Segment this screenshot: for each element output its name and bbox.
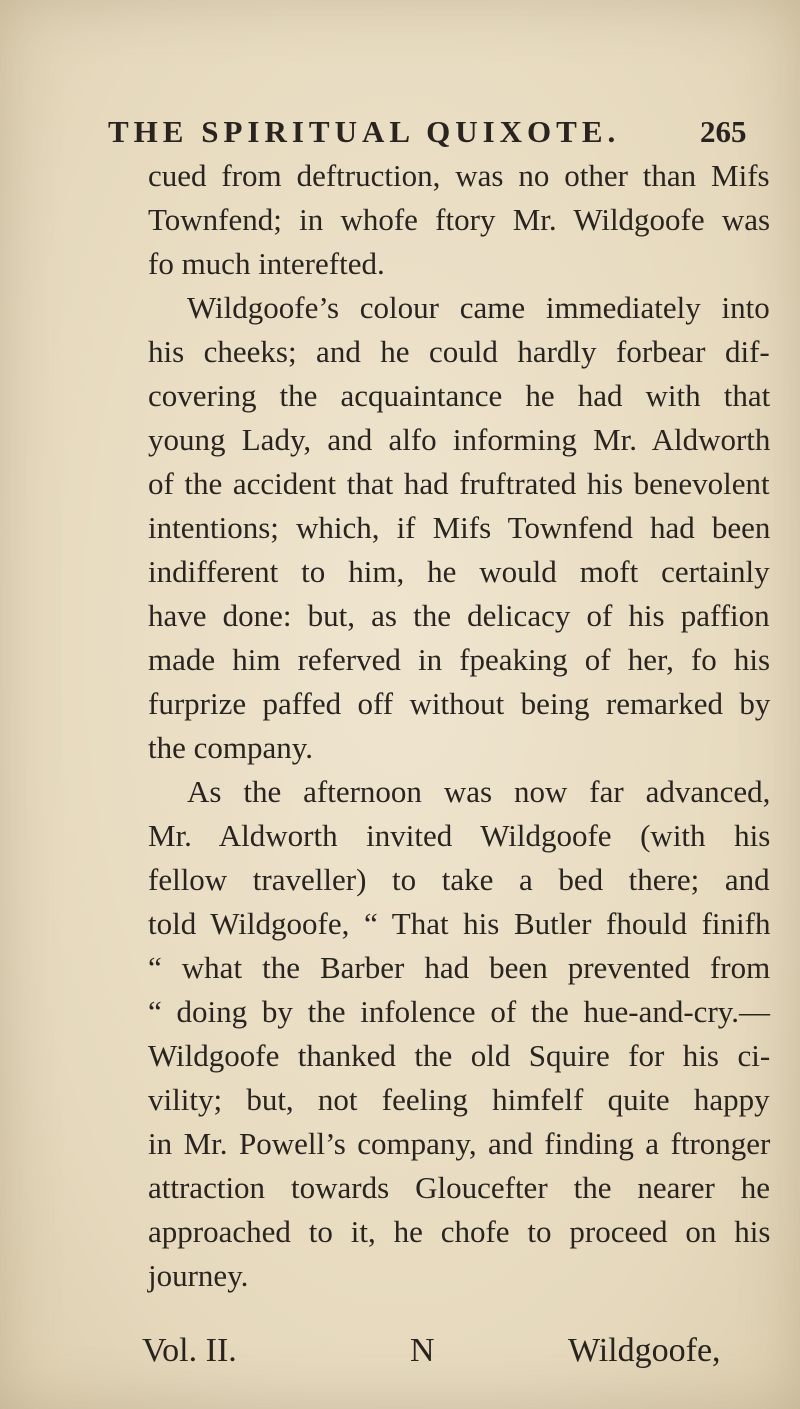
- text-line: As the afternoon was now far advanced,: [187, 774, 771, 809]
- text-line: the company.: [148, 730, 313, 765]
- text-line: “ what the Barber had been prevented from: [148, 950, 771, 985]
- text-line: journey.: [148, 1258, 249, 1293]
- text-line: Mr. Aldworth invited Wildgoofe (with his: [148, 818, 771, 853]
- text-line: young Lady, and alfo informing Mr. Aldworth: [148, 422, 771, 457]
- text-line: “ doing by the infolence of the hue-and-cry.—: [148, 994, 771, 1029]
- text-line: fellow traveller) to take a bed there; and: [148, 862, 770, 897]
- text-line: approached to it, he chofe to proceed on his: [148, 1214, 771, 1249]
- text-line: Townfend; in whofe ftory Mr. Wildgoofe was: [148, 202, 771, 237]
- running-title: THE SPIRITUAL QUIXOTE.: [108, 114, 621, 149]
- text-line: attraction towards Gloucefter the nearer he: [148, 1170, 771, 1205]
- page-number: 265: [700, 114, 747, 149]
- page-header: [0, 106, 800, 158]
- text-line: vility; but, not feeling himfelf quite happy: [148, 1082, 770, 1117]
- text-line: cued from deftruction, was no other than Mifs: [148, 158, 770, 193]
- text-line: fo much interefted.: [148, 246, 385, 281]
- text-line: have done: but, as the delicacy of his paffion: [148, 598, 770, 633]
- signature-mark: N: [410, 1332, 435, 1369]
- text-line: made him referved in fpeaking of her, fo his: [148, 642, 771, 677]
- text-line: of the accident that had fruftrated his benevolent: [148, 466, 770, 501]
- text-line: intentions; which, if Mifs Townfend had been: [148, 510, 771, 545]
- text-line: indifferent to him, he would moft certainly: [148, 554, 770, 589]
- text-line: covering the acquaintance he had with that: [148, 378, 771, 413]
- text-line: his cheeks; and he could hardly forbear dif-: [148, 334, 770, 369]
- volume-label: Vol. II.: [142, 1332, 237, 1369]
- text-line: Wildgoofe thanked the old Squire for his ci-: [148, 1038, 771, 1073]
- text-line: Wildgoofe’s colour came immediately into: [187, 290, 770, 325]
- text-line: told Wildgoofe, “ That his Butler fhould finifh: [148, 906, 771, 941]
- text-line: in Mr. Powell’s company, and finding a ftronger: [148, 1126, 771, 1161]
- catchword: Wildgoofe,: [568, 1332, 721, 1369]
- page-footer: [0, 1328, 800, 1374]
- text-line: furprize paffed off without being remarked by: [148, 686, 771, 721]
